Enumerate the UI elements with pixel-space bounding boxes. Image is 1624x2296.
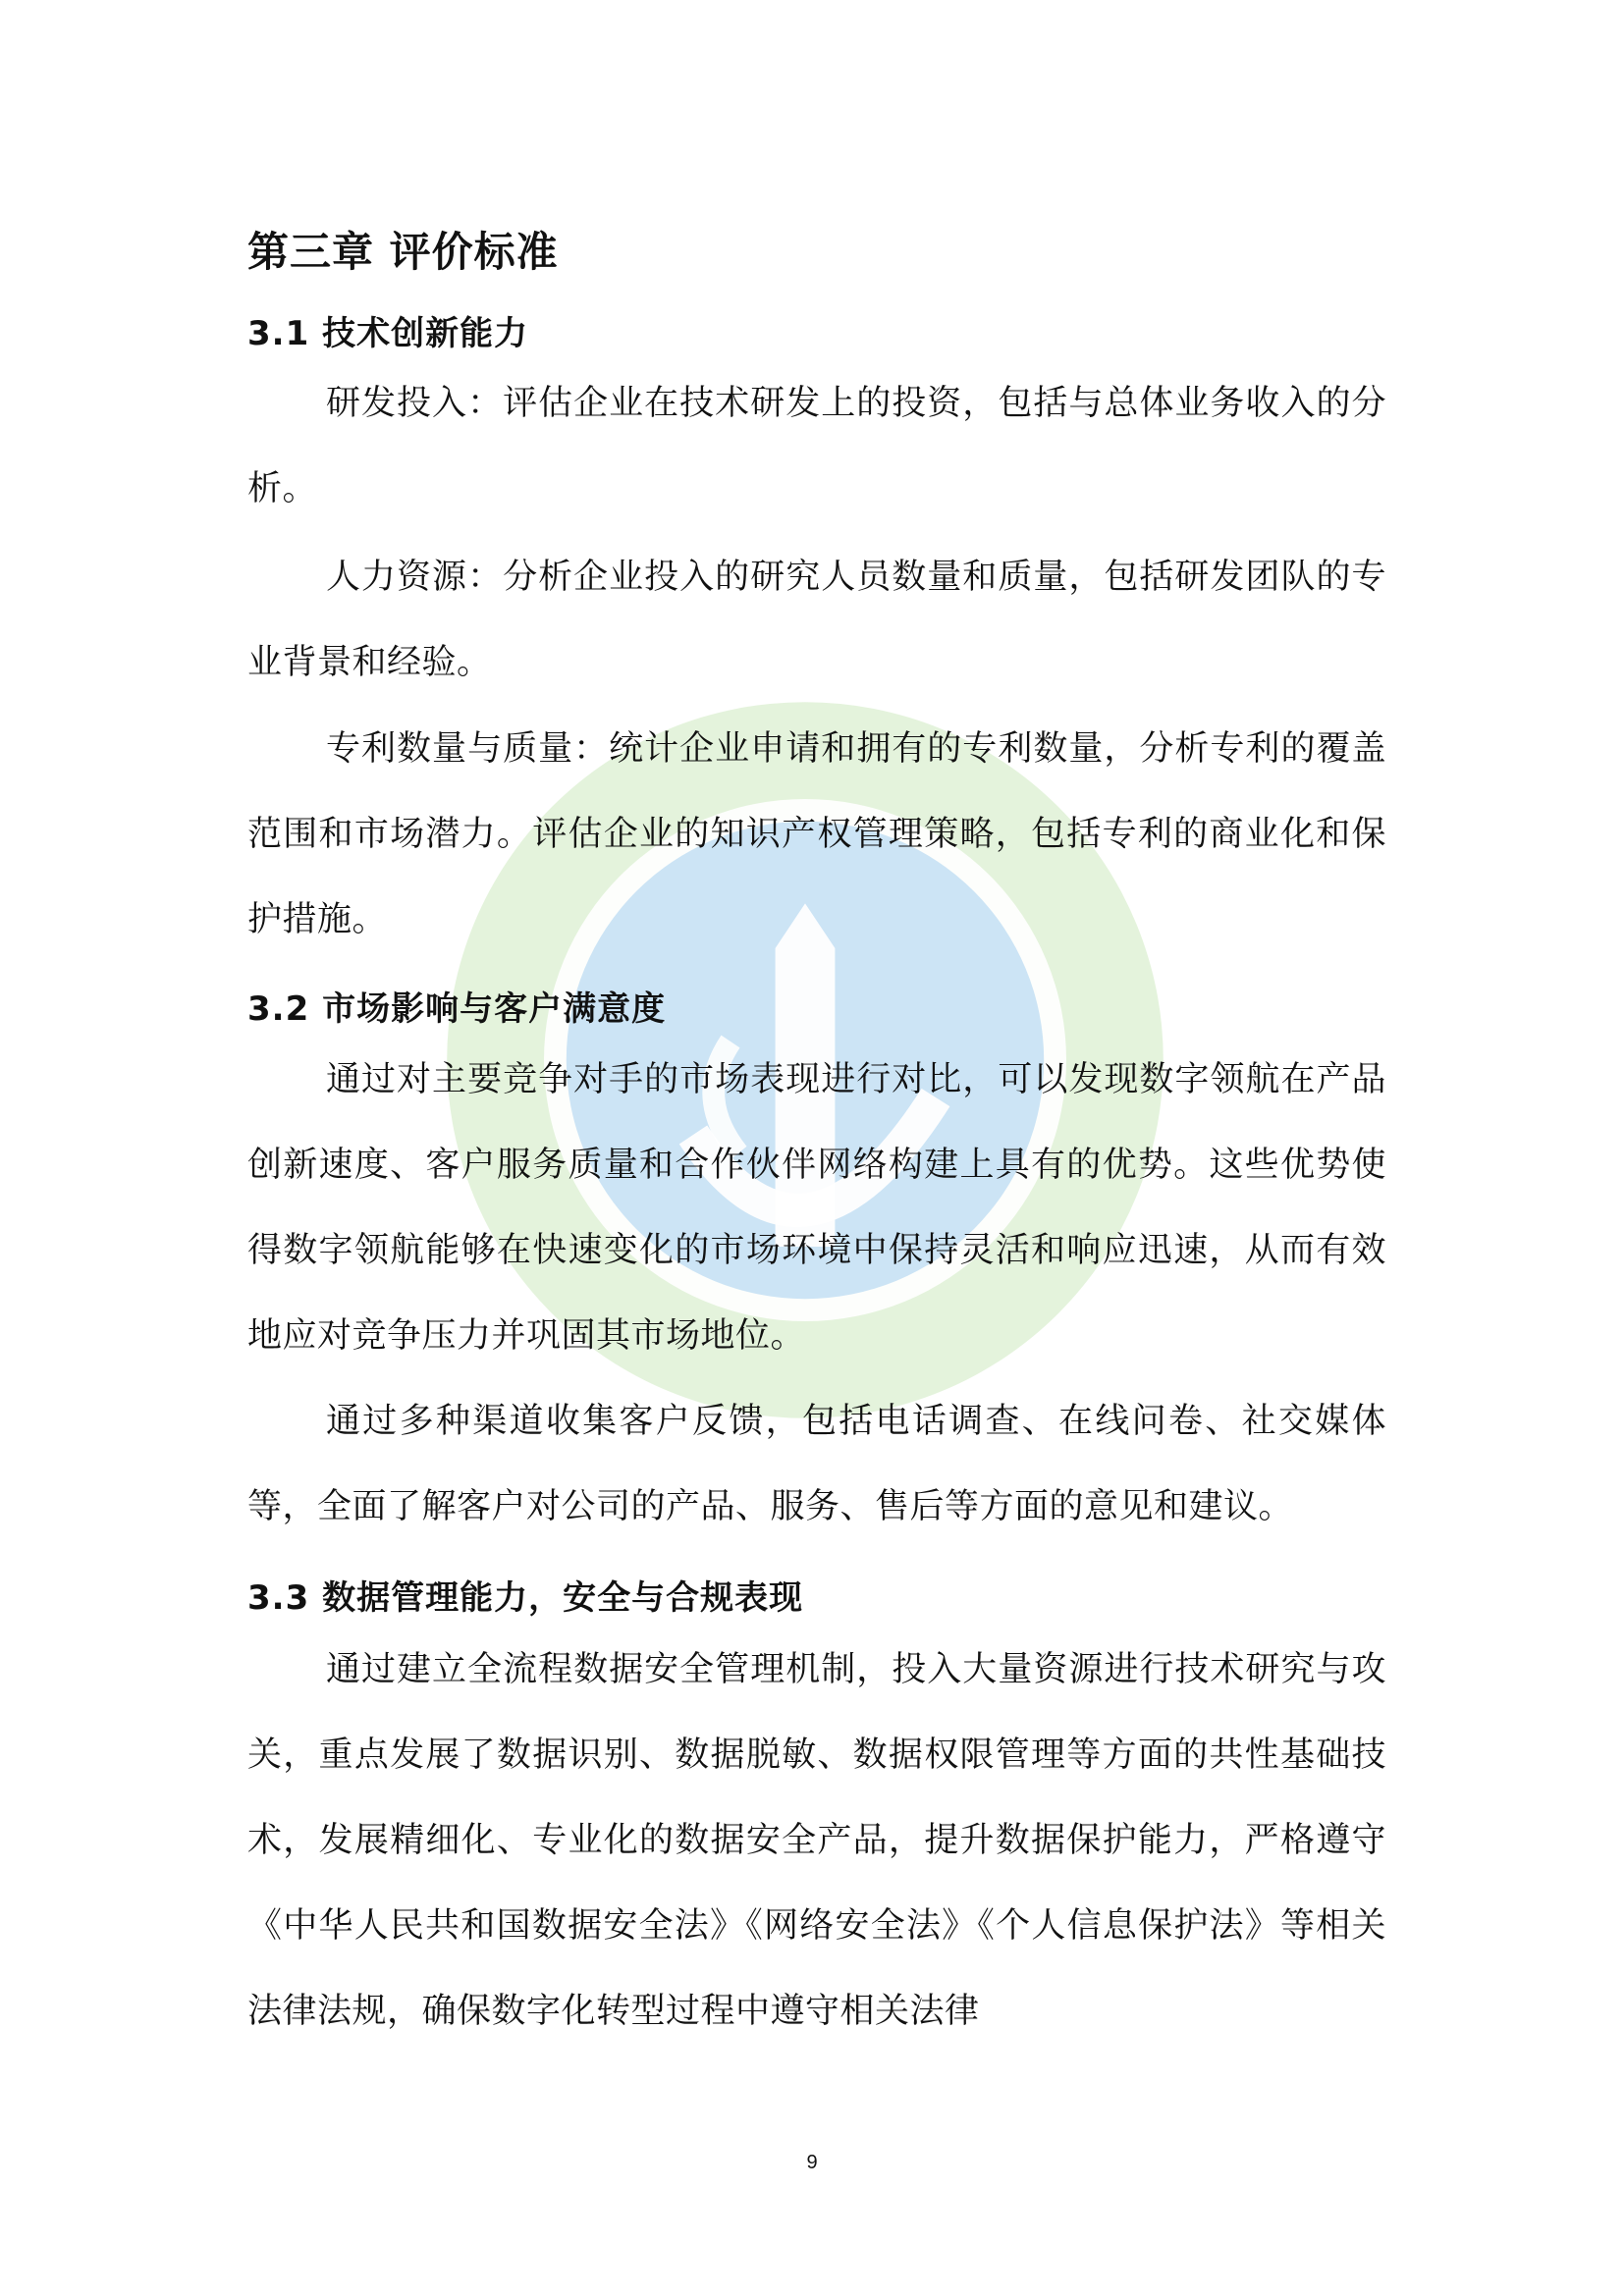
paragraph: 研发投入：评估企业在技术研发上的投资，包括与总体业务收入的分析。 (247, 384, 1386, 508)
section-heading-3-3: 3.3 数据管理能力，安全与合规表现 (247, 1578, 804, 1618)
section-heading-3-1: 3.1 技术创新能力 (247, 314, 529, 353)
paragraph: 专利数量与质量：统计企业申请和拥有的专利数量，分析专利的覆盖范围和市场潜力。评估企业的知识产权管理策略，包括专利的商业化和保护措施。 (247, 729, 1386, 939)
page-number: 9 (806, 2152, 818, 2173)
paragraph: 通过建立全流程数据安全管理机制，投入大量资源进行技术研究与攻关，重点发展了数据识别、数据脱敏、数据权限管理等方面的共性基础技术，发展精细化、专业化的数据安全产品，提升数据保护能力，严格遵守《中华人民共和国数据安全法》《网络安全法》《个人信息保护法》等相关法律法规，确保数字化转型过程中遵守相关法律 (247, 1650, 1386, 2031)
chapter-title: 第三章 评价标准 (247, 228, 559, 276)
paragraph: 人力资源：分析企业投入的研究人员数量和质量，包括研发团队的专业背景和经验。 (247, 558, 1386, 682)
paragraph: 通过多种渠道收集客户反馈，包括电话调查、在线问卷、社交媒体等，全面了解客户对公司的产品、服务、售后等方面的意见和建议。 (247, 1402, 1386, 1526)
paragraph: 通过对主要竞争对手的市场表现进行对比，可以发现数字领航在产品创新速度、客户服务质量和合作伙伴网络构建上具有的优势。这些优势使得数字领航能够在快速变化的市场环境中保持灵活和响应迅速，从而有效地应对竞争压力并巩固其市场地位。 (247, 1060, 1386, 1356)
section-heading-3-2: 3.2 市场影响与客户满意度 (247, 989, 667, 1029)
